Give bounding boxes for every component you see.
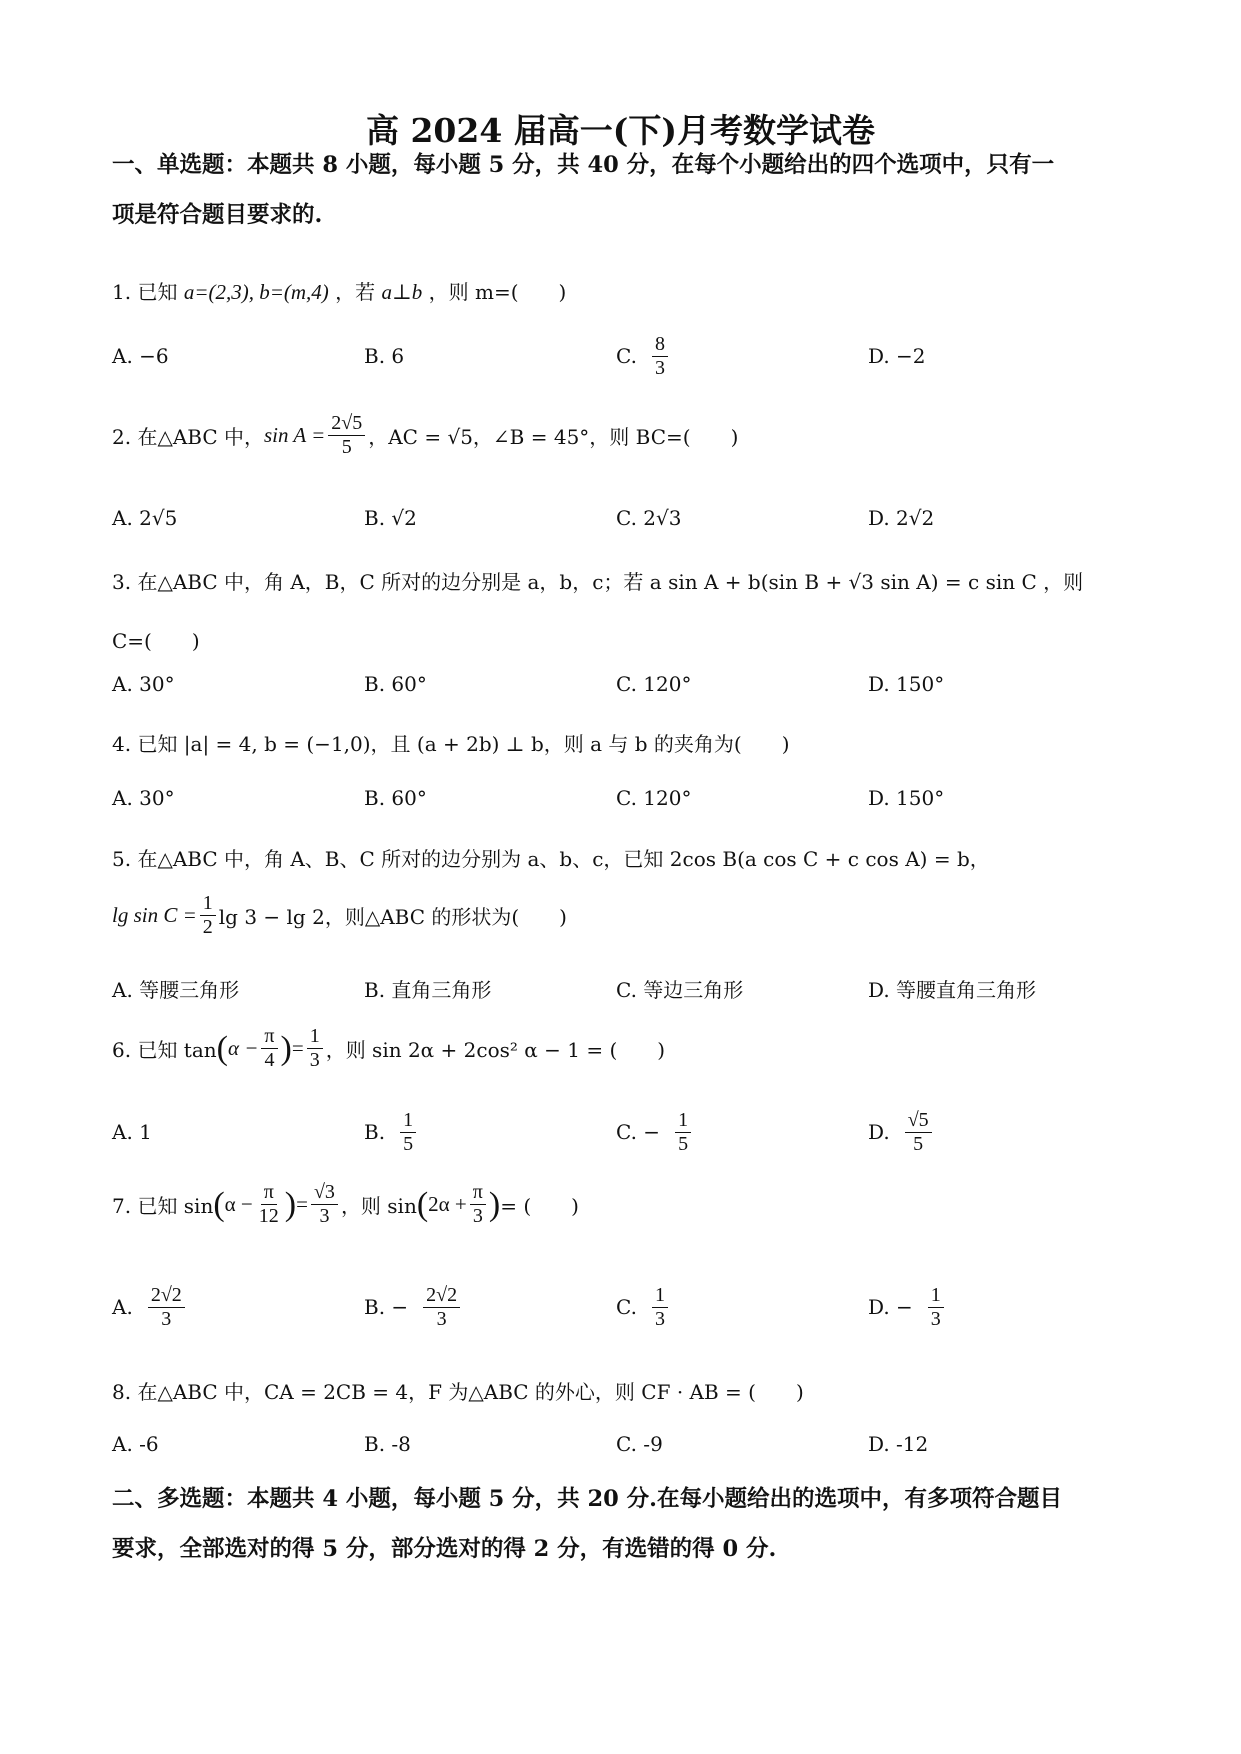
q7-option-b[interactable] [364,1277,463,1337]
q6-pi-denominator: 4 [264,1049,275,1071]
q1-option-c-label: C. [616,344,637,368]
question-1 [112,276,566,305]
q2-fraction [328,412,365,459]
q8-option-d[interactable]: D. -12 [868,1432,929,1456]
q7-pi-fraction-2 [470,1181,486,1228]
q2-option-d[interactable]: D. 2√2 [868,506,935,530]
q7-right-paren-1: ) [284,1185,297,1223]
q7-option-d-fraction [928,1284,944,1331]
q1-formula: a=(2,3), b=(m,4) [183,280,329,304]
q4-option-b[interactable]: B. 60° [364,786,427,810]
q7-option-c-label: C. [616,1295,637,1319]
q2-option-a[interactable]: A. 2√5 [112,506,178,530]
q7-option-a-numerator: 2√2 [148,1284,185,1308]
question-8: 8. 在△ABC 中，CA = 2CB = 4，F 为△ABC 的外心，则 CF · AB = ( ) [112,1380,804,1404]
q7-inner-a: α − [224,1192,253,1216]
q5-numerator: 1 [200,892,216,916]
q5-option-c[interactable]: C. 等边三角形 [616,977,744,1002]
q8-options [112,1414,1112,1474]
q2-rest: ，AC = √5，∠B = 45°，则 BC=( ) [368,425,739,449]
section-1-line-2: 项是符合题目要求的. [112,202,323,228]
q7-right-paren-2: ) [488,1185,501,1223]
q6-option-a[interactable]: A. 1 [112,1120,152,1144]
q6-option-c-fraction [675,1109,691,1156]
q7-option-c-numerator: 1 [652,1284,668,1308]
q8-option-a[interactable]: A. -6 [112,1432,159,1456]
q7-pi-numerator-1: π [261,1181,277,1205]
q5-denominator: 2 [202,916,213,938]
q1-text-b: ，若 [335,280,376,304]
question-3-line-2: C=( ) [112,629,200,653]
q1-option-c-numerator: 8 [652,333,668,357]
q1-condition: a⊥b [381,280,423,304]
q6-text-a: 6. 已知 tan [112,1038,217,1062]
q6-option-d-denominator: 5 [913,1132,924,1155]
q7-option-a-fraction [148,1284,185,1331]
q7-pi-denominator-2: 3 [472,1205,483,1227]
q5-fraction [200,892,216,939]
q6-option-c-numerator: 1 [675,1109,691,1133]
q7-option-b-denominator: 3 [436,1307,447,1330]
q6-option-c-label: C. − [616,1120,661,1144]
q7-option-d-label: D. − [868,1295,913,1319]
section-1-line-1: 一、单选题：本题共 8 小题，每小题 5 分，共 40 分，在每个小题给出的四个选项中，只有一 [112,152,1055,178]
q6-inner: α − [227,1036,259,1060]
q8-option-b[interactable]: B. -8 [364,1432,411,1456]
q2-text-a: 2. 在△ABC 中， [112,425,264,449]
q1-text-c: ，则 m=( ) [428,280,567,304]
q5-lg-lhs: lg sin C = [112,903,197,927]
section-2-header [112,1474,1132,1574]
q2-denominator: 5 [341,436,352,458]
section-2-line-1: 二、多选题：本题共 4 小题，每小题 5 分，共 20 分.在每小题给出的选项中，有多项符合题目 [112,1486,1062,1512]
q7-option-b-fraction [423,1284,460,1331]
q7-option-c-denominator: 3 [654,1307,665,1330]
q5-option-b[interactable]: B. 直角三角形 [364,977,492,1002]
q5-options [112,958,1112,1018]
q1-option-c[interactable] [616,326,671,386]
q7-left-paren-1: ( [213,1185,225,1223]
q6-option-b-label: B. [364,1120,386,1144]
q1-option-a[interactable]: A. −6 [112,344,169,368]
q7-text-a: 7. 已知 sin [112,1194,214,1218]
q7-rhs-fraction [311,1181,338,1228]
q5-line-2-rest: lg 3 − lg 2，则△ABC 的形状为( ) [218,905,567,929]
q1-options [112,326,1112,386]
q7-option-c-fraction [652,1284,668,1331]
q4-option-a[interactable]: A. 30° [112,786,175,810]
q7-left-paren-2: ( [416,1185,429,1223]
q7-option-b-label: B. − [364,1295,409,1319]
q7-rhs-denominator: 3 [319,1205,330,1227]
q6-option-b-fraction [400,1109,416,1156]
question-4: 4. 已知 |a| = 4, b = (−1,0)，且 (a + 2b) ⊥ b，则 a 与 b 的夹角为( ) [112,732,790,756]
question-5-line-1: 5. 在△ABC 中，角 A、B、C 所对的边分别为 a、b、c，已知 2cos B(a cos C + c cos A) = b， [112,847,990,871]
q1-option-c-fraction [652,333,668,380]
q7-options [112,1277,1112,1337]
q3-option-d[interactable]: D. 150° [868,672,945,696]
q6-option-b-denominator: 5 [403,1132,414,1155]
q6-rhs-denominator: 3 [309,1049,320,1071]
q7-equals: = [296,1192,308,1216]
q6-options [112,1102,1112,1162]
q1-text-a: 1. 已知 [112,280,178,304]
section-1-header [112,140,1132,240]
q6-option-d[interactable] [868,1102,935,1162]
q6-right-paren: ) [280,1029,292,1067]
q7-option-d-denominator: 3 [930,1307,941,1330]
q6-option-c-denominator: 5 [678,1132,689,1155]
q7-option-d[interactable] [868,1277,947,1337]
q6-rhs-numerator: 1 [307,1025,323,1049]
q8-option-c[interactable]: C. -9 [616,1432,663,1456]
q7-option-a[interactable] [112,1277,188,1337]
question-5-line-2 [112,892,567,939]
question-7 [112,1181,579,1228]
q7-option-a-denominator: 3 [161,1307,172,1330]
q7-pi-denominator-1: 12 [258,1205,279,1227]
q7-text-c: = ( ) [500,1194,579,1218]
q5-option-d[interactable]: D. 等腰直角三角形 [868,977,1037,1002]
q2-sin-lhs: sin A = [264,423,326,447]
q7-option-b-numerator: 2√2 [423,1284,460,1308]
q7-rhs-numerator: √3 [311,1181,338,1205]
q6-rhs-fraction [307,1025,323,1072]
q7-pi-fraction-1 [256,1181,282,1228]
question-2 [112,412,738,459]
question-6 [112,1025,665,1072]
q6-left-paren: ( [216,1029,228,1067]
q6-pi-numerator: π [261,1025,277,1049]
q2-option-c[interactable]: C. 2√3 [616,506,682,530]
q7-pi-numerator-2: π [470,1181,486,1205]
q6-option-b-numerator: 1 [400,1109,416,1133]
q7-text-b: ，则 sin [340,1194,417,1218]
q6-option-b[interactable] [364,1102,419,1162]
q4-option-c[interactable]: C. 120° [616,786,692,810]
q4-option-d[interactable]: D. 150° [868,786,945,810]
q6-pi-fraction [261,1025,277,1072]
q1-option-d[interactable]: D. −2 [868,344,926,368]
q6-equals: = [291,1036,304,1060]
question-3-line-1: 3. 在△ABC 中，角 A，B，C 所对的边分别是 a，b，c；若 a sin A + b(sin B + √3 sin A) = c sin C ，则 [112,570,1084,594]
section-2-line-2: 要求，全部选对的得 5 分，部分选对的得 2 分，有选错的得 0 分. [112,1536,777,1562]
q1-option-b[interactable]: B. 6 [364,344,405,368]
q3-option-c[interactable]: C. 120° [616,672,692,696]
q6-option-d-fraction [905,1109,932,1156]
q7-option-d-numerator: 1 [928,1284,944,1308]
q6-option-d-label: D. [868,1120,890,1144]
q6-text-b: ，则 sin 2α + 2cos² α − 1 = ( ) [325,1038,666,1062]
exam-title: 高 2024 届高一(下)月考数学试卷 [365,111,876,150]
q4-options [112,768,1112,828]
q3-option-a[interactable]: A. 30° [112,672,175,696]
q6-option-d-numerator: √5 [905,1109,932,1133]
q2-numerator: 2√5 [328,412,365,436]
q6-option-c[interactable] [616,1102,694,1162]
q2-options [112,488,1112,548]
q3-options [112,654,1112,714]
q3-option-b[interactable]: B. 60° [364,672,427,696]
q1-option-c-denominator: 3 [654,356,665,379]
q5-option-a[interactable]: A. 等腰三角形 [112,977,240,1002]
q7-option-a-label: A. [112,1295,133,1319]
q2-option-b[interactable]: B. √2 [364,506,417,530]
q7-option-c[interactable] [616,1277,671,1337]
q7-inner-b: 2α + [428,1192,467,1216]
